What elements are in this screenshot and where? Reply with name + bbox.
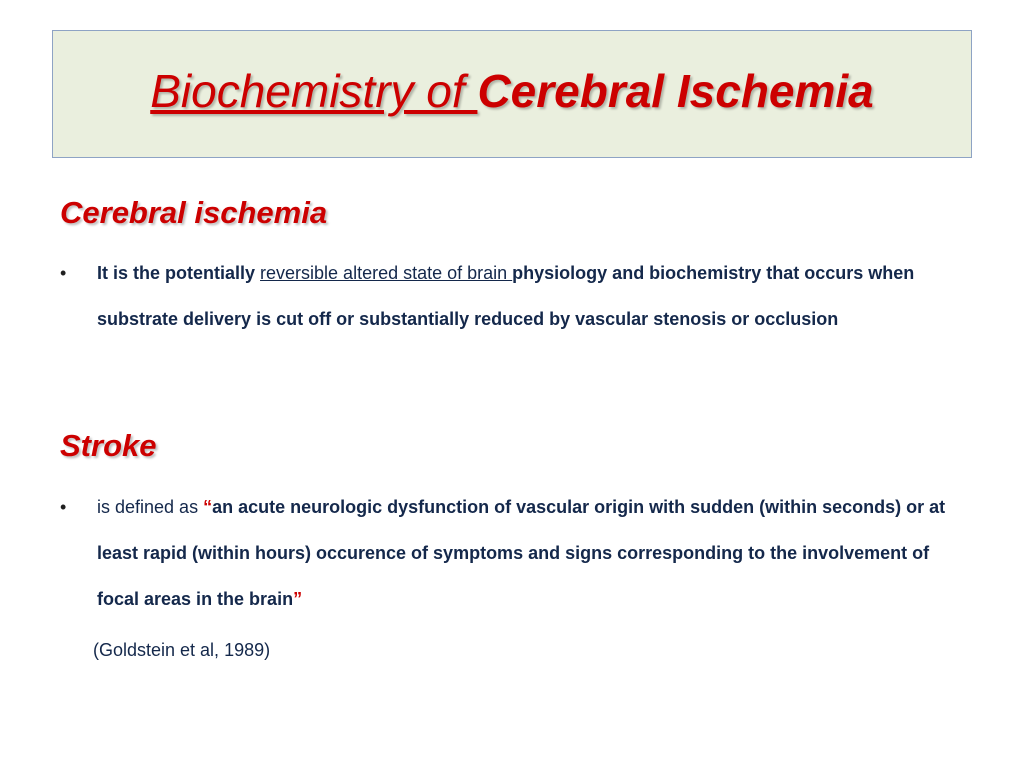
stroke-definition-paragraph <box>97 484 967 622</box>
definition-text-start: It is the potentially <box>97 263 261 283</box>
citation: (Goldstein et al, 1989) <box>93 640 271 660</box>
definition-text-underlined: reversible altered state of brain <box>260 263 513 283</box>
stroke-quote-text: an acute neurologic dysfunction of vascular origin with sudden (within seconds) or at least rapid (within hours) occurence of symptoms and signs corresponding to the involvement of focal areas in the brain <box>97 497 946 609</box>
heading-cerebral-ischemia: Cerebral ischemia <box>60 195 328 230</box>
title-part-2: Cerebral Ischemia <box>477 65 874 117</box>
title-part-1: Biochemistry of <box>150 65 478 117</box>
title-box <box>52 30 972 158</box>
stroke-intro-text: is defined as <box>97 497 204 517</box>
slide-title <box>53 61 971 121</box>
definition-text-end: physiology and biochemistry that occurs when substrate delivery is cut off or substantially reduced by vascular stenosis or occlusion <box>97 263 915 329</box>
bullet-icon: • <box>60 263 67 283</box>
close-quote: ” <box>293 589 303 609</box>
definition-paragraph <box>97 250 967 342</box>
heading-stroke: Stroke <box>60 428 157 463</box>
open-quote: “ <box>203 497 213 517</box>
bullet-icon: • <box>60 497 67 517</box>
